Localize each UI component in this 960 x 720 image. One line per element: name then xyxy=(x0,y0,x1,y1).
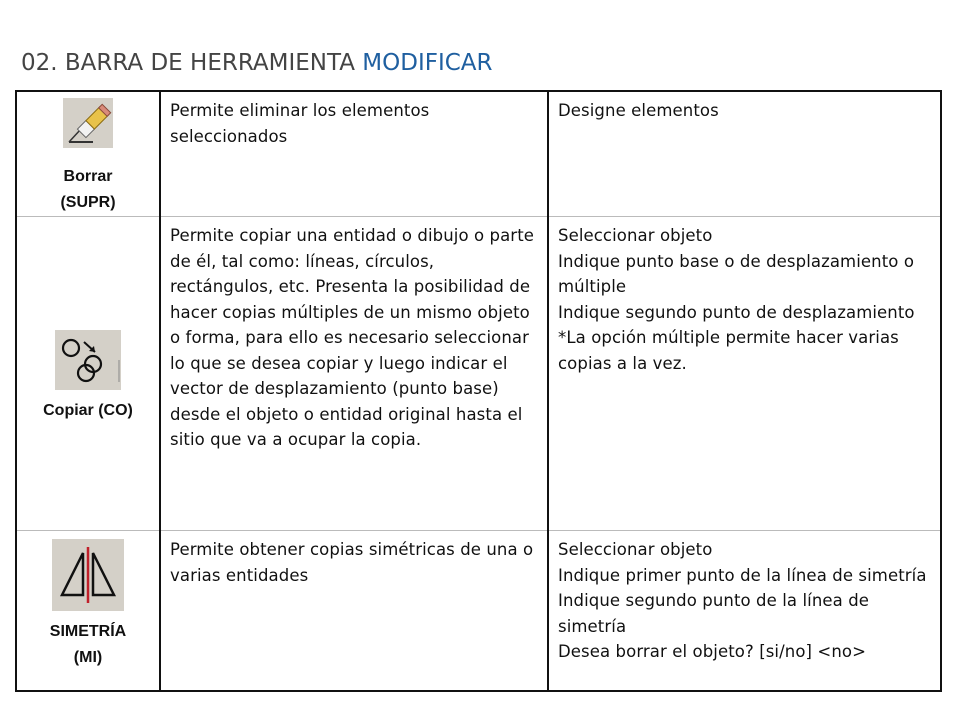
page-title xyxy=(21,50,493,76)
tool-description: Permite obtener copias simétricas de una o varias entidades xyxy=(170,540,534,585)
prompt-line: Seleccionar objeto xyxy=(558,540,713,559)
modify-toolbar-table xyxy=(15,90,942,692)
table-row-borrar xyxy=(16,91,941,217)
copy-icon xyxy=(55,330,121,390)
tool-prompts xyxy=(549,92,940,130)
prompts-cell-copiar xyxy=(548,217,941,531)
mirror-icon xyxy=(52,539,124,611)
title-highlight: MODIFICAR xyxy=(362,50,493,76)
tool-cell-simetria xyxy=(16,531,160,691)
tool-prompts xyxy=(549,531,940,671)
tool-name-line1: Borrar xyxy=(63,168,113,185)
tool-description: Permite eliminar los elementos seleccionados xyxy=(170,101,430,146)
tool-name-simetria xyxy=(17,619,159,671)
tool-description: Permite copiar una entidad o dibujo o parte de él, tal como: líneas, círculos, rectángulos, etc. Presenta la posibilidad de hacer copias múltiples de un mismo objeto o forma, para ello es necesario seleccionar lo que se desea copiar y luego indicar el vector de desplazamiento (punto base) desde el objeto o entidad original hasta el sitio que va a ocupar la copia. xyxy=(170,226,535,449)
prompt-line: Desea borrar el objeto? [si/no] <no> xyxy=(558,642,867,661)
prompt-line: Indique segundo punto de desplazamiento xyxy=(558,302,915,322)
tool-cell-borrar xyxy=(16,91,160,217)
prompt-line: Indique punto base o de desplazamiento o múltiple xyxy=(558,251,915,296)
prompt-line: Designe elementos xyxy=(558,101,719,120)
title-prefix: 02. BARRA DE HERRAMIENTA xyxy=(21,50,363,76)
prompt-line: Seleccionar objeto xyxy=(558,226,713,245)
description-cell-copiar xyxy=(160,217,548,531)
prompts-cell-borrar xyxy=(548,91,941,217)
description-cell-simetria xyxy=(160,531,548,691)
prompt-line: *La opción múltiple permite hacer varias copias a la vez. xyxy=(558,328,899,373)
tool-name-borrar xyxy=(17,164,159,216)
table-row-copiar xyxy=(16,217,941,531)
prompt-line: Indique segundo punto de la línea de simetría xyxy=(558,591,870,636)
prompt-line: Indique primer punto de la línea de simetría xyxy=(558,565,927,585)
prompts-cell-simetria xyxy=(548,531,941,691)
table-row-simetria xyxy=(16,531,941,691)
tool-prompts xyxy=(549,217,940,382)
tool-name-line2: (SUPR) xyxy=(60,194,116,211)
tool-cell-copiar xyxy=(16,217,160,531)
eraser-icon xyxy=(63,98,113,148)
tool-name-copiar: Copiar (CO) xyxy=(43,401,133,419)
tool-name-line1: SIMETRÍA xyxy=(49,623,127,640)
description-cell-borrar xyxy=(160,91,548,217)
tool-name-line2: (MI) xyxy=(73,649,103,666)
